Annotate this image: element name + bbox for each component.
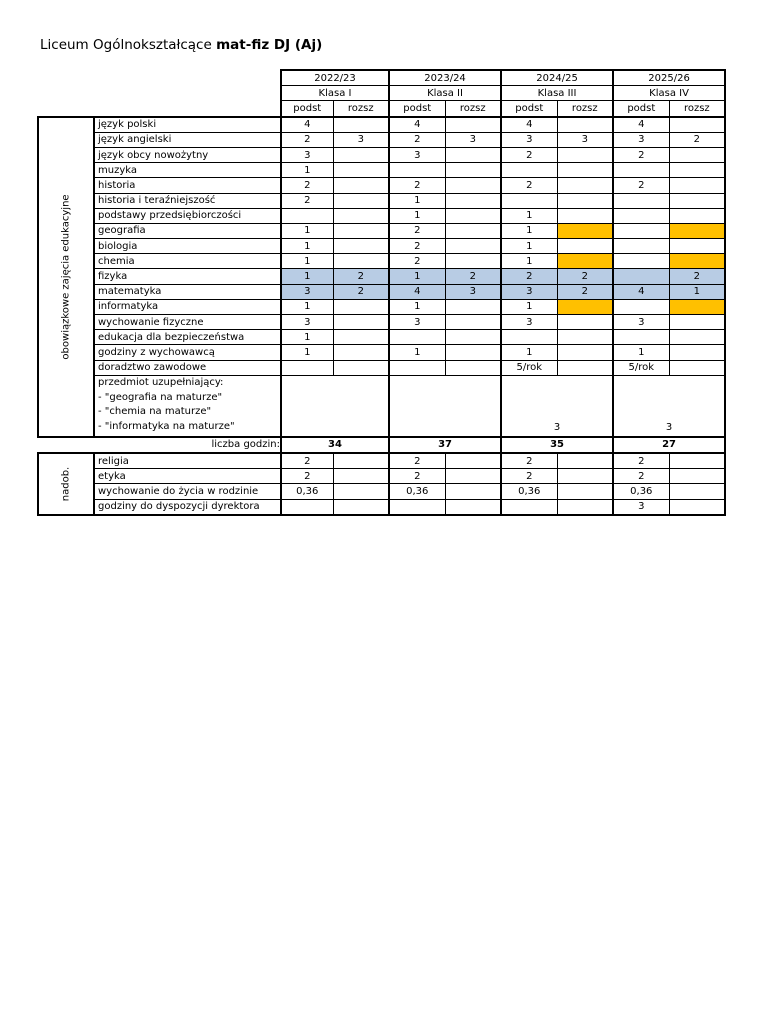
hours-cell: [557, 178, 613, 193]
subject-name: godziny z wychowawcą: [94, 345, 281, 360]
hours-cell: 1: [501, 239, 557, 254]
hours-cell: [333, 239, 389, 254]
extension-hours: 3: [613, 375, 725, 437]
hours-cell: 3: [389, 315, 445, 330]
subject-row: [38, 284, 725, 299]
hours-cell: [333, 223, 389, 238]
hours-cell: [445, 163, 501, 178]
hours-cell: 1: [389, 269, 445, 284]
hours-cell: [557, 223, 613, 238]
hours-cell: [333, 330, 389, 345]
hours-cell: 1: [389, 299, 445, 314]
hours-cell: [389, 330, 445, 345]
year-header: 2022/23: [281, 70, 389, 86]
hours-cell: 1: [281, 269, 333, 284]
hours-cell: 2: [557, 269, 613, 284]
subject-row: [38, 315, 725, 330]
hours-cell: 2: [281, 469, 333, 484]
hours-cell: [445, 193, 501, 208]
hours-cell: 1: [389, 208, 445, 223]
lesson-plan-table: [37, 69, 726, 516]
subject-name: podstawy przedsiębiorczości: [94, 208, 281, 223]
hours-cell: [445, 453, 501, 469]
subject-name: język angielski: [94, 132, 281, 147]
total-hours: 27: [613, 437, 725, 453]
subject-name: informatyka: [94, 299, 281, 314]
subject-row: [38, 147, 725, 162]
level-header: podst: [389, 101, 445, 117]
hours-cell: 4: [501, 117, 557, 133]
level-header: rozsz: [445, 101, 501, 117]
subject-name: etyka: [94, 469, 281, 484]
title-prefix: Liceum Ogólnokształcące: [40, 37, 212, 53]
hours-cell: [445, 484, 501, 499]
hours-cell: [613, 269, 669, 284]
hours-cell: 1: [281, 239, 333, 254]
hours-cell: [669, 299, 725, 314]
hours-cell: 1: [501, 208, 557, 223]
hours-cell: [557, 315, 613, 330]
hours-cell: [669, 360, 725, 375]
hours-cell: [333, 208, 389, 223]
subject-name: biologia: [94, 239, 281, 254]
hours-cell: [333, 360, 389, 375]
subject-row: [38, 330, 725, 345]
hours-cell: 3: [613, 499, 669, 515]
subject-name: język obcy nowożytny: [94, 147, 281, 162]
subject-row: [38, 269, 725, 284]
subject-name: wychowanie fizyczne: [94, 315, 281, 330]
hours-cell: [669, 484, 725, 499]
subject-row: [38, 193, 725, 208]
subject-name: historia i teraźniejszość: [94, 193, 281, 208]
hours-cell: 2: [389, 223, 445, 238]
hours-cell: [501, 499, 557, 515]
total-hours: 34: [281, 437, 389, 453]
class-header: Klasa IV: [613, 86, 725, 101]
hours-cell: [445, 330, 501, 345]
hours-cell: [333, 193, 389, 208]
hours-cell: 2: [389, 469, 445, 484]
hours-cell: [557, 469, 613, 484]
hours-cell: 2: [613, 147, 669, 162]
hours-cell: [669, 345, 725, 360]
hours-cell: 3: [501, 132, 557, 147]
extension-line: - "chemia na maturze": [98, 406, 212, 418]
subject-row: [38, 360, 725, 375]
hours-cell: [281, 499, 333, 515]
hours-cell: [669, 330, 725, 345]
hours-cell: [445, 117, 501, 133]
subject-row: [38, 254, 725, 269]
hours-cell: 2: [445, 269, 501, 284]
subject-row: [38, 117, 725, 133]
class-header: Klasa I: [281, 86, 389, 101]
total-hours: 37: [389, 437, 501, 453]
hours-cell: 2: [389, 254, 445, 269]
subject-name: religia: [94, 453, 281, 469]
hours-cell: [333, 345, 389, 360]
hours-cell: 3: [613, 132, 669, 147]
hours-cell: 3: [333, 132, 389, 147]
hours-cell: [501, 330, 557, 345]
hours-cell: 2: [389, 239, 445, 254]
hours-cell: 2: [389, 178, 445, 193]
subject-row: [38, 178, 725, 193]
subject-name: matematyka: [94, 284, 281, 299]
section-optional: [38, 453, 94, 515]
hours-cell: [613, 163, 669, 178]
totals-row: [38, 437, 725, 453]
hours-cell: 3: [501, 315, 557, 330]
hours-cell: [557, 193, 613, 208]
hours-cell: 1: [281, 254, 333, 269]
hours-cell: [333, 178, 389, 193]
hours-cell: [557, 453, 613, 469]
hours-cell: 2: [281, 132, 333, 147]
hours-cell: 3: [281, 315, 333, 330]
hours-cell: 2: [669, 132, 725, 147]
hours-cell: [557, 163, 613, 178]
hours-cell: [501, 193, 557, 208]
level-header-row: [38, 101, 725, 117]
hours-cell: 1: [501, 223, 557, 238]
subject-name: historia: [94, 178, 281, 193]
page-title: [40, 37, 322, 53]
hours-cell: 1: [389, 193, 445, 208]
hours-cell: [669, 117, 725, 133]
hours-cell: 2: [501, 178, 557, 193]
class-header-row: [38, 86, 725, 101]
hours-cell: 4: [389, 117, 445, 133]
hours-cell: 4: [613, 117, 669, 133]
subject-name: edukacja dla bezpieczeństwa: [94, 330, 281, 345]
title-profile: mat-fiz DJ (Aj): [216, 37, 323, 53]
hours-cell: [669, 178, 725, 193]
hours-cell: [557, 484, 613, 499]
hours-cell: [445, 469, 501, 484]
hours-cell: [557, 499, 613, 515]
hours-cell: 3: [445, 284, 501, 299]
hours-cell: [445, 239, 501, 254]
hours-cell: 4: [389, 284, 445, 299]
hours-cell: 0,36: [501, 484, 557, 499]
hours-cell: 2: [389, 453, 445, 469]
hours-cell: [613, 208, 669, 223]
hours-cell: [445, 360, 501, 375]
hours-cell: [333, 117, 389, 133]
hours-cell: [669, 453, 725, 469]
hours-cell: [501, 163, 557, 178]
hours-cell: 3: [281, 284, 333, 299]
hours-cell: 0,36: [389, 484, 445, 499]
level-header: rozsz: [669, 101, 725, 117]
hours-cell: [333, 499, 389, 515]
hours-cell: 2: [389, 132, 445, 147]
hours-cell: [669, 163, 725, 178]
hours-cell: 2: [281, 453, 333, 469]
hours-cell: [333, 484, 389, 499]
optional-row: [38, 469, 725, 484]
hours-cell: 2: [281, 178, 333, 193]
hours-cell: 2: [501, 469, 557, 484]
hours-cell: [389, 360, 445, 375]
hours-cell: 0,36: [281, 484, 333, 499]
hours-cell: [613, 193, 669, 208]
extension-hours: [281, 375, 389, 437]
section-mandatory: [38, 117, 94, 437]
extension-line: przedmiot uzupełniający:: [98, 376, 224, 388]
hours-cell: [557, 330, 613, 345]
extension-hours: 3: [501, 375, 613, 437]
hours-cell: 3: [613, 315, 669, 330]
hours-cell: 2: [501, 269, 557, 284]
hours-cell: [333, 315, 389, 330]
hours-cell: 2: [557, 284, 613, 299]
level-header: podst: [281, 101, 333, 117]
hours-cell: [333, 469, 389, 484]
hours-cell: [669, 193, 725, 208]
hours-cell: [445, 499, 501, 515]
hours-cell: [445, 208, 501, 223]
section-optional-label: nadob.: [60, 466, 72, 502]
subject-name: geografia: [94, 223, 281, 238]
hours-cell: [613, 239, 669, 254]
hours-cell: 1: [281, 223, 333, 238]
subject-name: godziny do dyspozycji dyrektora: [94, 499, 281, 515]
class-header: Klasa II: [389, 86, 501, 101]
subject-name: doradztwo zawodowe: [94, 360, 281, 375]
hours-cell: [613, 223, 669, 238]
hours-cell: 1: [281, 163, 333, 178]
subject-name: muzyka: [94, 163, 281, 178]
total-hours: 35: [501, 437, 613, 453]
hours-cell: [445, 299, 501, 314]
hours-cell: [281, 208, 333, 223]
hours-cell: 3: [445, 132, 501, 147]
subject-row: [38, 132, 725, 147]
hours-cell: [669, 147, 725, 162]
subject-name: chemia: [94, 254, 281, 269]
hours-cell: 2: [613, 453, 669, 469]
optional-row: [38, 499, 725, 515]
optional-row: [38, 453, 725, 469]
hours-cell: 5/rok: [613, 360, 669, 375]
hours-cell: 2: [613, 178, 669, 193]
hours-cell: [445, 315, 501, 330]
subject-name: język polski: [94, 117, 281, 133]
level-header: podst: [613, 101, 669, 117]
hours-cell: [281, 360, 333, 375]
hours-cell: [333, 254, 389, 269]
hours-cell: 1: [669, 284, 725, 299]
hours-cell: [557, 360, 613, 375]
section-mandatory-label: obowiązkowe zajęcia edukacyjne: [60, 194, 72, 360]
hours-cell: 1: [389, 345, 445, 360]
hours-cell: 1: [501, 254, 557, 269]
hours-cell: 2: [281, 193, 333, 208]
hours-cell: 2: [501, 147, 557, 162]
hours-cell: 1: [281, 330, 333, 345]
hours-cell: [669, 315, 725, 330]
hours-cell: [669, 223, 725, 238]
hours-cell: 1: [501, 299, 557, 314]
hours-cell: [557, 345, 613, 360]
hours-cell: [333, 453, 389, 469]
hours-cell: [445, 254, 501, 269]
extension-row: [38, 375, 725, 437]
hours-cell: [557, 254, 613, 269]
hours-cell: 1: [281, 345, 333, 360]
level-header: rozsz: [557, 101, 613, 117]
year-header: 2023/24: [389, 70, 501, 86]
hours-cell: [389, 499, 445, 515]
hours-cell: [669, 254, 725, 269]
hours-cell: [669, 208, 725, 223]
year-header: 2025/26: [613, 70, 725, 86]
hours-cell: 1: [281, 299, 333, 314]
extension-line: - "informatyka na maturze": [98, 421, 235, 433]
level-header: podst: [501, 101, 557, 117]
hours-cell: [333, 299, 389, 314]
hours-cell: 0,36: [613, 484, 669, 499]
hours-cell: 2: [333, 269, 389, 284]
hours-cell: [557, 299, 613, 314]
level-header: rozsz: [333, 101, 389, 117]
extension-hours: [389, 375, 501, 437]
hours-cell: 3: [389, 147, 445, 162]
hours-cell: [669, 239, 725, 254]
hours-cell: [557, 117, 613, 133]
hours-cell: 2: [613, 469, 669, 484]
subject-row: [38, 299, 725, 314]
subject-row: [38, 163, 725, 178]
year-header: 2024/25: [501, 70, 613, 86]
subject-row: [38, 208, 725, 223]
hours-cell: [669, 469, 725, 484]
hours-cell: [445, 147, 501, 162]
optional-row: [38, 484, 725, 499]
extension-subjects: [94, 375, 281, 437]
hours-cell: 2: [333, 284, 389, 299]
subject-row: [38, 223, 725, 238]
hours-cell: [669, 499, 725, 515]
extension-line: - "geografia na maturze": [98, 391, 223, 403]
hours-cell: [333, 163, 389, 178]
class-header: Klasa III: [501, 86, 613, 101]
subject-row: [38, 345, 725, 360]
hours-cell: [557, 208, 613, 223]
hours-cell: 5/rok: [501, 360, 557, 375]
hours-cell: [333, 147, 389, 162]
hours-cell: [613, 254, 669, 269]
subject-row: [38, 239, 725, 254]
hours-cell: 2: [501, 453, 557, 469]
hours-cell: [613, 299, 669, 314]
hours-cell: 4: [613, 284, 669, 299]
hours-cell: 3: [501, 284, 557, 299]
hours-cell: 1: [501, 345, 557, 360]
totals-label: liczba godzin:: [211, 439, 280, 451]
hours-cell: [389, 163, 445, 178]
hours-cell: 1: [613, 345, 669, 360]
hours-cell: [557, 147, 613, 162]
subject-name: wychowanie do życia w rodzinie: [94, 484, 281, 499]
hours-cell: 4: [281, 117, 333, 133]
hours-cell: [557, 239, 613, 254]
hours-cell: 2: [669, 269, 725, 284]
subject-name: fizyka: [94, 269, 281, 284]
hours-cell: 3: [281, 147, 333, 162]
hours-cell: 3: [557, 132, 613, 147]
year-header-row: [38, 70, 725, 86]
hours-cell: [445, 223, 501, 238]
hours-cell: [613, 330, 669, 345]
hours-cell: [445, 345, 501, 360]
hours-cell: [445, 178, 501, 193]
